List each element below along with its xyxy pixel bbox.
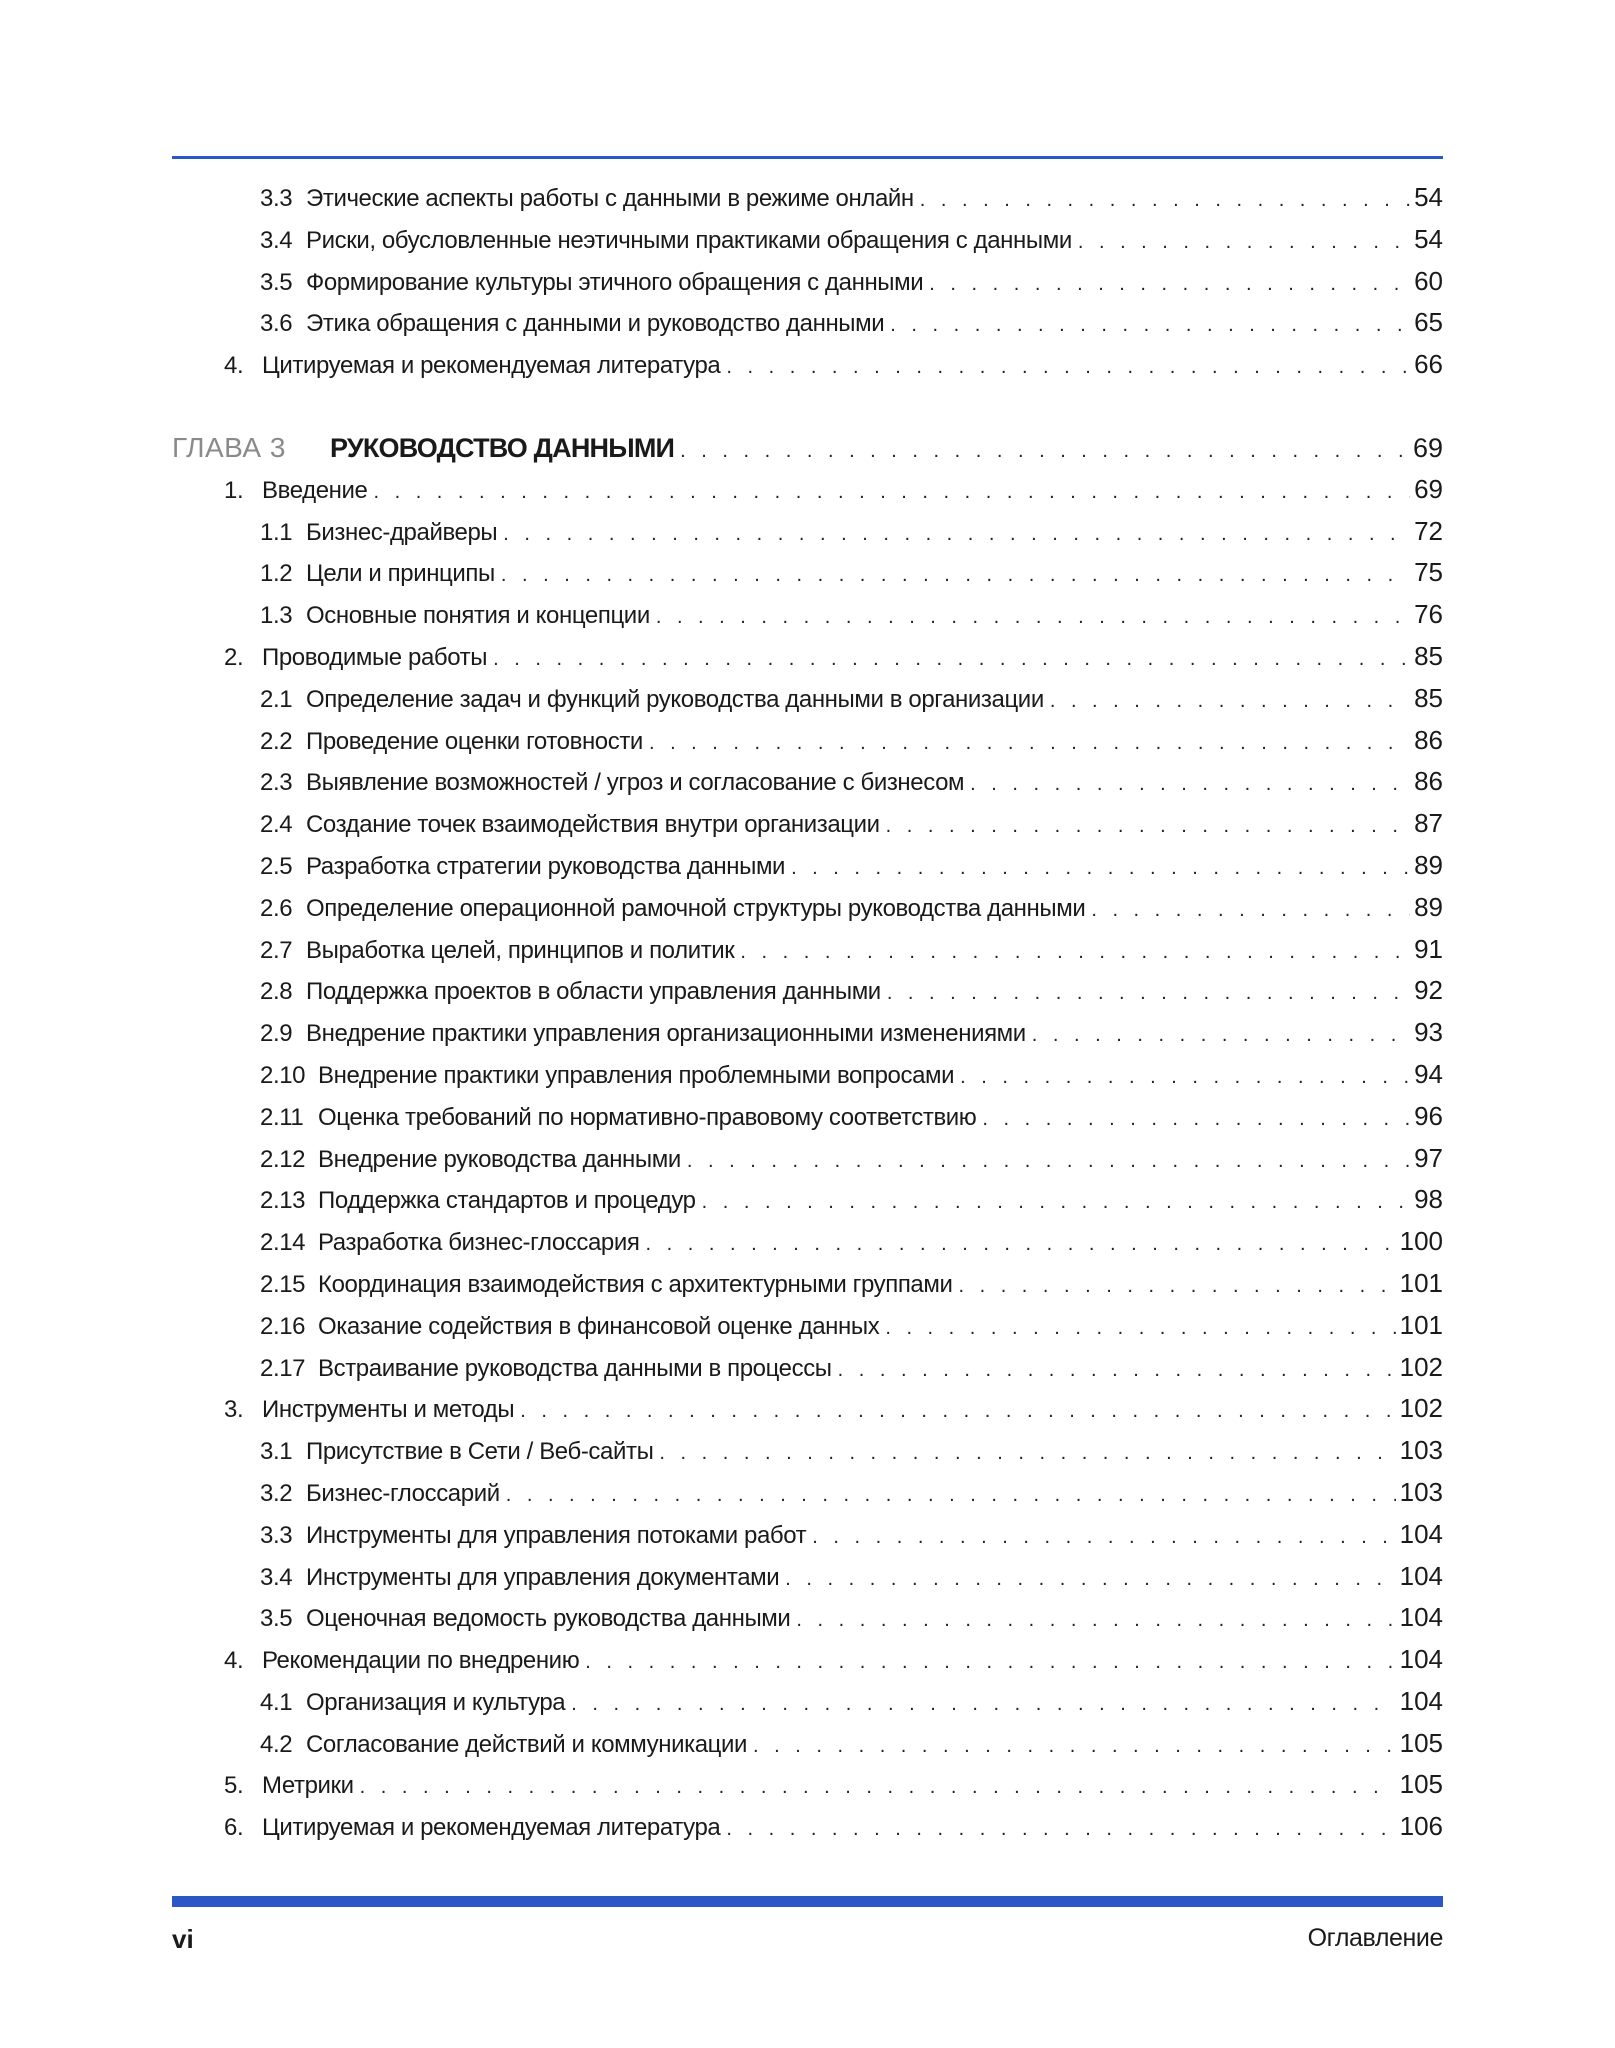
dot-leader: [1032, 1024, 1410, 1047]
toc-entry-page: 93: [1414, 1017, 1443, 1048]
toc-entry-page: 54: [1414, 182, 1443, 212]
dot-leader: [1091, 899, 1410, 922]
toc-entry[interactable]: [172, 557, 1443, 599]
toc-entry[interactable]: [172, 725, 1443, 767]
toc-entry-number: 4.: [224, 352, 244, 380]
dot-leader: [503, 523, 1410, 546]
dot-leader: [1078, 231, 1410, 254]
toc-entry[interactable]: [172, 224, 1443, 266]
dot-leader: [982, 1108, 1410, 1131]
toc-entry-number: 5.: [224, 1772, 244, 1800]
toc-entry-title: Инструменты для управления потоками работ: [306, 1521, 807, 1549]
toc-entry-title: Формирование культуры этичного обращения с данными: [306, 268, 924, 296]
dot-leader: [659, 1442, 1395, 1465]
dot-leader: [680, 440, 1409, 463]
toc-entry[interactable]: [172, 1686, 1443, 1728]
toc-entry-page: 54: [1414, 223, 1443, 254]
toc-entry-page: 96: [1414, 1100, 1443, 1131]
toc-entry-number: 2.5: [260, 852, 293, 880]
toc-entry[interactable]: [172, 1393, 1443, 1435]
toc-entry-title: Введение: [262, 476, 368, 504]
toc-entry-title: Внедрение руководства данными: [318, 1145, 681, 1173]
toc-entry[interactable]: [172, 1644, 1443, 1686]
toc-entry-page: 103: [1399, 1435, 1443, 1466]
toc-entry-page: 86: [1414, 766, 1443, 797]
toc-entry-number: 3.1: [260, 1438, 293, 1466]
toc-entry-number: 3.5: [260, 1605, 293, 1633]
toc-entry-page: 65: [1414, 307, 1443, 338]
toc-entry-page: 105: [1399, 1727, 1443, 1758]
toc-entry-title: Цитируемая и рекомендуемая литература: [262, 1814, 721, 1842]
toc-entry-title: Оценка требований по нормативно-правовому соответствию: [318, 1103, 977, 1131]
toc-entry-number: 4.2: [260, 1730, 293, 1758]
toc-entry-title: Этика обращения с данными и руководство данными: [306, 310, 885, 338]
toc-entry-number: 2.11: [260, 1103, 304, 1131]
toc-entry-title: Координация взаимодействия с архитектурными группами: [318, 1270, 953, 1298]
toc-entry-number: 3.3: [260, 1521, 293, 1549]
toc-entry-title: Разработка бизнес-глоссария: [318, 1229, 640, 1257]
toc-entry[interactable]: [172, 1184, 1443, 1226]
toc-entry-page: 102: [1399, 1393, 1443, 1424]
toc-entry-title: Основные понятия и концепции: [306, 602, 650, 630]
toc-entry-title: Определение операционной рамочной структуры руководства данными: [306, 894, 1086, 922]
toc-entry[interactable]: [172, 1059, 1443, 1101]
dot-leader: [726, 356, 1410, 379]
toc-entry-page: 85: [1414, 640, 1443, 671]
toc-entry-number: 3.2: [260, 1479, 293, 1507]
toc-entry-number: 3.4: [260, 1563, 293, 1591]
toc-entry-page: 104: [1399, 1602, 1443, 1633]
toc-entry[interactable]: [172, 1101, 1443, 1143]
toc-entry-page: 69: [1414, 473, 1443, 504]
dot-leader: [493, 648, 1410, 671]
dot-leader: [796, 1609, 1395, 1632]
toc-entry[interactable]: [172, 1602, 1443, 1644]
toc-entry-page: 104: [1399, 1685, 1443, 1716]
toc-entry[interactable]: [172, 1811, 1443, 1853]
toc-entry[interactable]: [172, 599, 1443, 641]
dot-leader: [501, 564, 1410, 587]
footer-section-title: Оглавление: [1307, 1924, 1443, 1952]
toc-entry-number: 6.: [224, 1814, 244, 1842]
toc-entry-number: 1.2: [260, 560, 293, 588]
toc-entry-number: 4.1: [260, 1688, 293, 1716]
toc-entry-number: 2.17: [260, 1354, 306, 1382]
toc-entry-title: Выработка целей, принципов и политик: [306, 936, 735, 964]
toc-entry[interactable]: [172, 1435, 1443, 1477]
dot-leader: [740, 941, 1410, 964]
toc-entry-title: Метрики: [262, 1772, 354, 1800]
dot-leader: [885, 1317, 1395, 1340]
dot-leader: [646, 1233, 1396, 1256]
dot-leader: [812, 1526, 1395, 1549]
toc-entry[interactable]: [172, 641, 1443, 683]
toc-entry-title: Инструменты для управления документами: [306, 1563, 780, 1591]
toc-entry[interactable]: [172, 1226, 1443, 1268]
toc-entry-title: Инструменты и методы: [262, 1396, 515, 1424]
toc-entry-page: 87: [1414, 808, 1443, 839]
toc-entry[interactable]: [172, 182, 1443, 224]
dot-leader: [520, 1400, 1395, 1423]
toc-entry-page: 97: [1414, 1142, 1443, 1173]
toc-entry-number: 3.6: [260, 310, 293, 338]
toc-entry[interactable]: [172, 474, 1443, 516]
toc-entry-page: 101: [1399, 1267, 1443, 1298]
toc-entry-number: 2.8: [260, 978, 293, 1006]
toc-entry-title: Проведение оценки готовности: [306, 727, 643, 755]
toc-entry[interactable]: [172, 516, 1443, 558]
toc-entry[interactable]: [172, 808, 1443, 850]
toc-entry-title: Внедрение практики управления организационными изменениями: [306, 1020, 1026, 1048]
toc-entry-page: 103: [1399, 1476, 1443, 1507]
dot-leader: [1050, 690, 1410, 713]
dot-leader: [960, 1066, 1410, 1089]
toc-entry-title: Организация и культура: [306, 1688, 566, 1716]
bottom-rule: [172, 1896, 1443, 1907]
toc-entry-title: Проводимые работы: [262, 643, 488, 671]
top-rule: [172, 156, 1443, 159]
toc-entry-page: 66: [1414, 349, 1443, 380]
dot-leader: [890, 314, 1410, 337]
toc-entry[interactable]: [172, 266, 1443, 308]
toc-entry-number: 1.1: [260, 518, 293, 546]
toc-entry-page: 102: [1399, 1351, 1443, 1382]
toc-entry-page: 92: [1414, 975, 1443, 1006]
toc-entry[interactable]: [172, 975, 1443, 1017]
toc-entry-page: 98: [1414, 1184, 1443, 1215]
toc-entry[interactable]: [172, 1769, 1443, 1811]
toc-entry-number: 2.13: [260, 1187, 306, 1215]
toc-entry-number: 2.7: [260, 936, 293, 964]
toc-entry-title: Цитируемая и рекомендуемая литература: [262, 352, 721, 380]
toc-entry-number: 2.12: [260, 1145, 306, 1173]
toc-entry[interactable]: [172, 1310, 1443, 1352]
toc-entry-page: 106: [1399, 1811, 1443, 1842]
toc-entry-number: 2.6: [260, 894, 293, 922]
toc-entry-title: Определение задач и функций руководства данными в организации: [306, 685, 1044, 713]
dot-leader: [753, 1735, 1396, 1758]
toc-entry-title: Внедрение практики управления проблемными вопросами: [318, 1061, 955, 1089]
toc-entry-number: 3.5: [260, 268, 293, 296]
dot-leader: [687, 1150, 1410, 1173]
dot-leader: [887, 982, 1410, 1005]
toc-entry-page: 69: [1412, 432, 1443, 463]
toc-entry-page: 104: [1399, 1518, 1443, 1549]
dot-leader: [649, 732, 1410, 755]
dot-leader: [920, 189, 1410, 212]
toc-entry[interactable]: [172, 1519, 1443, 1561]
toc-entry[interactable]: [172, 892, 1443, 934]
toc-entry-page: 104: [1399, 1560, 1443, 1591]
toc-entry-number: 2.1: [260, 685, 293, 713]
toc-entry[interactable]: [172, 1728, 1443, 1770]
chapter-label: ГЛАВА 3: [172, 431, 286, 463]
toc-entry-title: Выявление возможностей / угроз и согласование с бизнесом: [306, 769, 965, 797]
toc-entry-page: 86: [1414, 724, 1443, 755]
dot-leader: [726, 1818, 1395, 1841]
toc-chapter-entry[interactable]: [172, 432, 1443, 474]
toc-entry-number: 4.: [224, 1647, 244, 1675]
toc-entry-number: 2.4: [260, 811, 293, 839]
toc-entry-number: 3.4: [260, 226, 293, 254]
toc-entry-title: Оценочная ведомость руководства данными: [306, 1605, 791, 1633]
toc-entry[interactable]: [172, 683, 1443, 725]
toc-entry-number: 2.: [224, 643, 244, 671]
chapter-title: РУКОВОДСТВО ДАННЫМИ: [330, 432, 675, 463]
toc-entry-title: Рекомендации по внедрению: [262, 1647, 580, 1675]
toc-entry[interactable]: [172, 1352, 1443, 1394]
dot-leader: [360, 1776, 1396, 1799]
dot-leader: [656, 606, 1410, 629]
toc-entry[interactable]: [172, 1561, 1443, 1603]
dot-leader: [970, 773, 1410, 796]
toc-entry[interactable]: [172, 1143, 1443, 1185]
toc-entry-title: Согласование действий и коммуникации: [306, 1730, 748, 1758]
toc-entry[interactable]: [172, 349, 1443, 391]
dot-leader: [373, 481, 1410, 504]
toc-entry[interactable]: [172, 307, 1443, 349]
toc-entry-number: 2.3: [260, 769, 293, 797]
footer-page-number: vi: [172, 1924, 194, 1954]
toc-entry-number: 2.16: [260, 1312, 306, 1340]
toc-entry-page: 75: [1414, 557, 1443, 588]
toc-entry-page: 100: [1399, 1226, 1443, 1257]
toc-entry-page: 105: [1399, 1769, 1443, 1800]
dot-leader: [585, 1651, 1395, 1674]
dot-leader: [571, 1693, 1395, 1716]
toc-entry-title: Присутствие в Сети / Веб-сайты: [306, 1438, 654, 1466]
toc-entry-title: Бизнес-глоссарий: [306, 1479, 500, 1507]
toc-entry-number: 2.15: [260, 1270, 306, 1298]
toc-entry-page: 60: [1414, 265, 1443, 296]
toc-entry-page: 101: [1399, 1309, 1443, 1340]
dot-leader: [702, 1191, 1410, 1214]
toc-entry-title: Оказание содействия в финансовой оценке данных: [318, 1312, 880, 1340]
toc-entry[interactable]: [172, 850, 1443, 892]
toc-entry[interactable]: [172, 1017, 1443, 1059]
toc-entry[interactable]: [172, 766, 1443, 808]
dot-leader: [886, 815, 1410, 838]
toc-entry[interactable]: [172, 934, 1443, 976]
toc-entry-page: 76: [1414, 599, 1443, 630]
toc-entry-number: 2.14: [260, 1229, 306, 1257]
toc-entry-page: 91: [1414, 933, 1443, 964]
toc-entry-title: Создание точек взаимодействия внутри организации: [306, 811, 880, 839]
toc-entry-page: 89: [1414, 891, 1443, 922]
toc-entry-number: 2.9: [260, 1020, 293, 1048]
dot-leader: [958, 1275, 1395, 1298]
toc-entry-page: 85: [1414, 682, 1443, 713]
toc-entry[interactable]: [172, 1268, 1443, 1310]
toc-entry-number: 3.: [224, 1396, 244, 1424]
toc-entry-page: 94: [1414, 1058, 1443, 1089]
toc-entry-number: 1.3: [260, 602, 293, 630]
toc-entry-number: 3.3: [260, 185, 293, 212]
toc-entry[interactable]: [172, 1477, 1443, 1519]
table-of-contents: [172, 182, 1443, 1853]
toc-entry-title: Цели и принципы: [306, 560, 495, 588]
toc-entry-page: 72: [1414, 515, 1443, 546]
dot-leader: [838, 1359, 1396, 1382]
toc-entry-title: Поддержка проектов в области управления данными: [306, 978, 881, 1006]
dot-leader: [929, 273, 1410, 296]
toc-entry-title: Риски, обусловленные неэтичными практиками обращения с данными: [306, 226, 1072, 254]
dot-leader: [785, 1568, 1395, 1591]
toc-entry-page: 89: [1414, 849, 1443, 880]
toc-entry-page: 104: [1399, 1644, 1443, 1675]
dot-leader: [791, 857, 1410, 880]
toc-entry-title: Разработка стратегии руководства данными: [306, 852, 786, 880]
toc-entry-number: 1.: [224, 476, 244, 504]
toc-entry-number: 2.2: [260, 727, 293, 755]
toc-entry-number: 2.10: [260, 1061, 306, 1089]
toc-entry-title: Поддержка стандартов и процедур: [318, 1187, 696, 1215]
toc-entry-title: Бизнес-драйверы: [306, 518, 498, 546]
dot-leader: [506, 1484, 1396, 1507]
toc-entry-title: Встраивание руководства данными в процессы: [318, 1354, 832, 1382]
toc-entry-title: Этические аспекты работы с данными в режиме онлайн: [306, 185, 914, 212]
